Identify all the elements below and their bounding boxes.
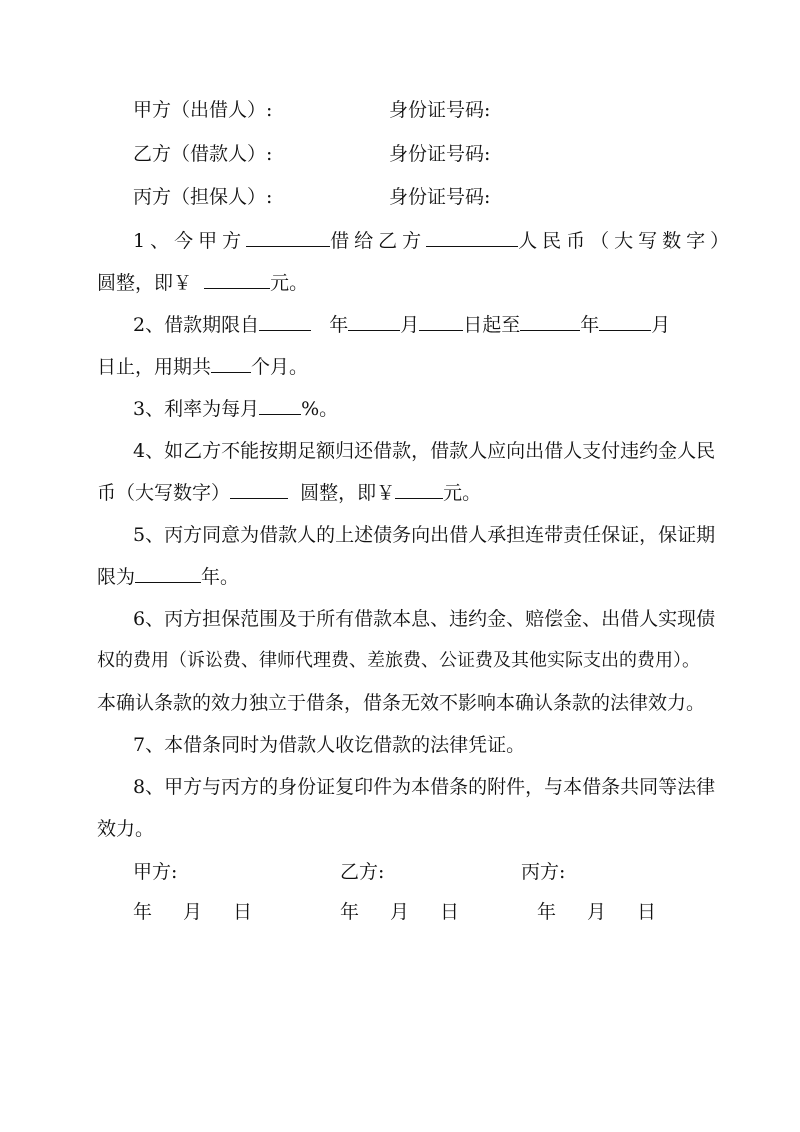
clause-2-year-1: 年 (329, 314, 349, 336)
party-lender-label: 甲方（出借人）: (133, 99, 273, 121)
party-lender-id-label: 身份证号码: (389, 99, 491, 121)
clause-1-text-e: 元。 (270, 272, 309, 294)
borrower-name-blank[interactable] (426, 228, 518, 247)
clause-5-line-2 (97, 564, 239, 590)
clause-5-text-b: 年。 (201, 566, 240, 588)
signature-lender-date: 年 月 日 (133, 901, 259, 923)
clause-1-text-a: 1、今甲方 (133, 230, 247, 252)
signature-guarantor-date: 年 月 日 (537, 901, 663, 923)
clause-8-line-2: 效力。 (97, 818, 155, 840)
end-month-blank[interactable] (599, 312, 651, 331)
clause-2-text-a: 2、借款期限自 (133, 314, 260, 336)
clause-1-text-c: 人民币（大写数字） (518, 230, 735, 252)
clause-1-line-2 (97, 270, 308, 296)
clause-5-line-1: 5、丙方同意为借款人的上述债务向出借人承担连带责任保证，保证期 (133, 524, 716, 546)
clause-2-year-2: 年 (580, 314, 600, 336)
clause-2-text-b: 日止，用期共 (97, 356, 212, 378)
interest-rate-blank[interactable] (259, 396, 301, 415)
signature-borrower-label: 乙方: (340, 861, 385, 883)
lender-name-blank[interactable] (246, 228, 330, 247)
party-borrower-id-label: 身份证号码: (389, 143, 491, 165)
clause-4-text-a: 币（大写数字） (97, 482, 231, 504)
penalty-uppercase-blank[interactable] (230, 480, 288, 499)
guarantee-years-blank[interactable] (135, 564, 201, 583)
clause-8-line-1: 8、甲方与丙方的身份证复印件为本借条的附件，与本借条共同等法律 (133, 776, 716, 798)
clause-6-line-2: 权的费用（诉讼费、律师代理费、差旅费、公证费及其他实际支出的费用）。 (97, 650, 700, 671)
clause-2-line-2 (97, 354, 308, 380)
clause-3-line-1 (133, 396, 338, 422)
party-borrower-label: 乙方（借款人）: (133, 143, 273, 165)
clause-6-line-3: 本确认条款的效力独立于借条，借条无效不影响本确认条款的法律效力。 (97, 692, 706, 714)
clause-2-month-1: 月 (400, 314, 420, 336)
clause-4-text-b: 圆整，即￥ (300, 482, 396, 504)
clause-3-text-b: %。 (301, 398, 339, 420)
penalty-numeric-blank[interactable] (395, 480, 443, 499)
clause-1-line-1 (133, 228, 734, 254)
clause-2-day-1: 日起至 (463, 314, 521, 336)
clause-7-line-1: 7、本借条同时为借款人收讫借款的法律凭证。 (133, 734, 526, 756)
start-month-blank[interactable] (348, 312, 400, 331)
clause-1-text-d: 圆整，即￥ (97, 272, 193, 294)
clause-2-text-c: 个月。 (251, 356, 309, 378)
clause-2-line-1 (133, 312, 670, 338)
start-day-blank[interactable] (419, 312, 463, 331)
clause-4-line-2 (97, 480, 481, 506)
clause-2-month-2: 月 (651, 314, 671, 336)
clause-4-text-c: 元。 (443, 482, 482, 504)
clause-5-text-a: 限为 (97, 566, 136, 588)
start-year-blank[interactable] (259, 312, 311, 331)
end-year-blank[interactable] (520, 312, 580, 331)
signature-lender-label: 甲方: (133, 861, 178, 883)
clause-3-text-a: 3、利率为每月 (133, 398, 260, 420)
signature-borrower-date: 年 月 日 (340, 901, 466, 923)
party-guarantor-label: 丙方（担保人）: (133, 186, 273, 208)
term-months-blank[interactable] (211, 354, 251, 373)
clause-4-line-1: 4、如乙方不能按期足额归还借款，借款人应向出借人支付违约金人民 (133, 440, 716, 462)
clause-6-line-1: 6、丙方担保范围及于所有借款本息、违约金、赔偿金、出借人实现债 (133, 608, 716, 630)
clause-1-text-b: 借给乙方 (330, 230, 427, 252)
party-guarantor-id-label: 身份证号码: (389, 186, 491, 208)
amount-numeric-blank[interactable] (204, 270, 270, 289)
signature-guarantor-label: 丙方: (521, 861, 566, 883)
